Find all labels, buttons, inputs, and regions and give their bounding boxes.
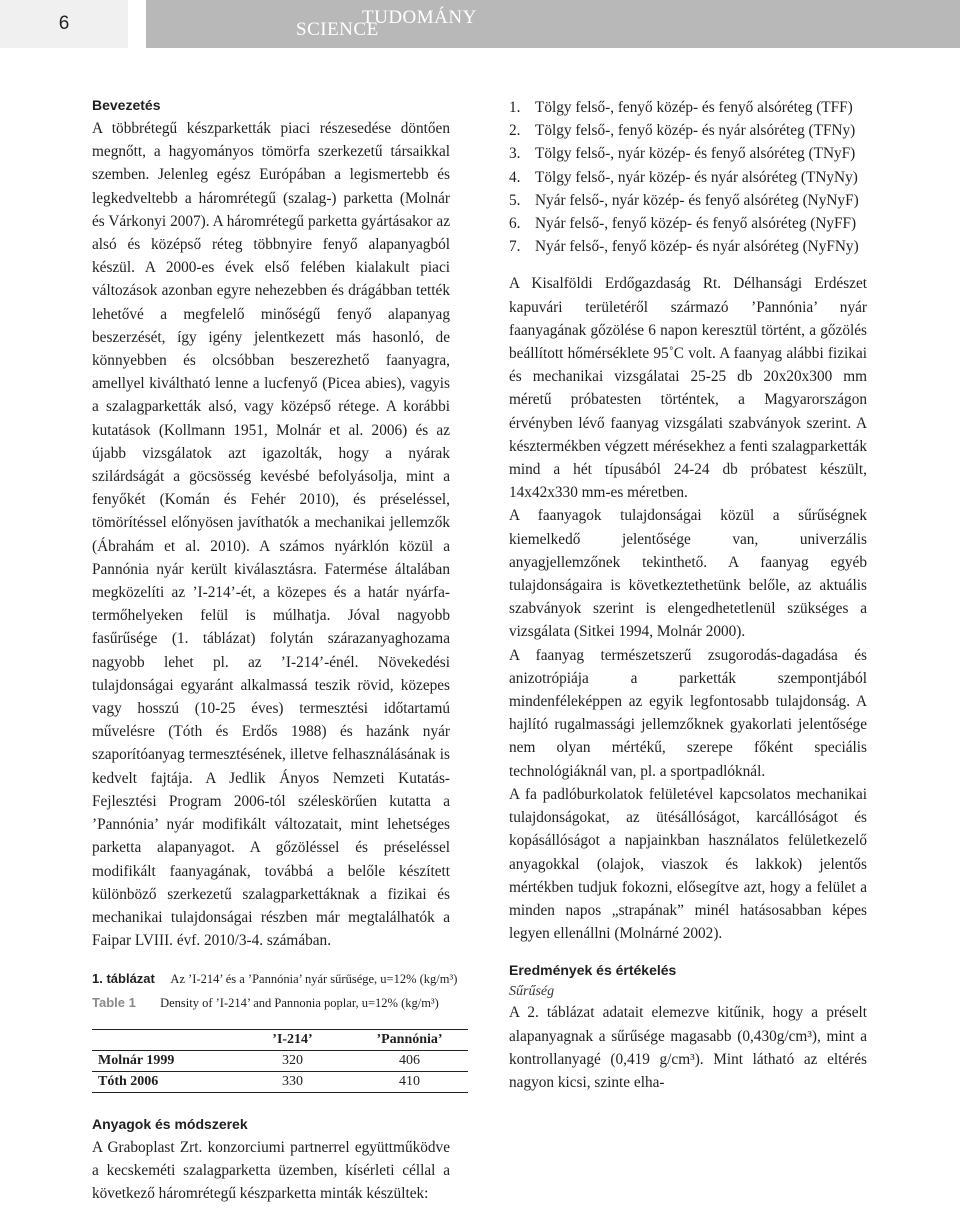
list-item bbox=[509, 189, 867, 212]
list-item bbox=[509, 212, 867, 235]
table-header-row bbox=[92, 1030, 468, 1051]
list-number: 3. bbox=[509, 145, 521, 163]
materials-section bbox=[92, 1115, 450, 1206]
page-header bbox=[0, 0, 960, 48]
table1-caption-en bbox=[92, 995, 439, 1011]
intro-heading: Bevezetés bbox=[92, 97, 161, 113]
list-number: 1. bbox=[509, 99, 521, 116]
right-column bbox=[509, 96, 867, 1094]
list-item bbox=[509, 119, 867, 142]
list-text: Nyár felső-, fenyő közép- és fenyő alsóréteg (NyFF) bbox=[535, 215, 857, 233]
list-item bbox=[509, 142, 867, 165]
table-corner-cell bbox=[92, 1030, 234, 1051]
table1-label-en: Table 1 bbox=[92, 995, 136, 1010]
table1-label-hu: 1. táblázat bbox=[92, 971, 155, 986]
table1-caption-hu bbox=[92, 971, 457, 987]
row-label: Tóth 2006 bbox=[98, 1074, 159, 1089]
body-paragraph: A faanyag természetszerű zsugorodás-dagadása és anizotrópiája a parketták szempontjából mindenféleképpen az egyik legfontosabb tulajdonság. A hajlító rugalmassági jellemzőknek gyakorlati jelentősége nem olyan mértékű, szerepe főként speciális technológiáknál van, pl. a sportpadlóknál. bbox=[509, 646, 867, 780]
journal-band bbox=[146, 0, 960, 48]
table-cell: 410 bbox=[399, 1074, 420, 1089]
table1-caption-text-en: Density of ’I-214’ and Pannonia poplar, u=12% (kg/m³) bbox=[160, 996, 439, 1010]
body-paragraph: A faanyagok tulajdonságai közül a sűrűségnek kiemelkedő jelentősége van, univerzális anyagjellemzőnek tekinthető. A faanyag egyéb tulajdonságaira is következtethetünk belőle, az aktuális szabványok szerint is elengedhetetlenül szükséges a vizsgálata (Sitkei 1994, Molnár 2000). bbox=[509, 507, 867, 641]
column-header-i214: ’I-214’ bbox=[272, 1032, 313, 1047]
table-cell: 320 bbox=[282, 1053, 303, 1068]
list-text: Tölgy felső-, fenyő közép- és fenyő alsóréteg (TFF) bbox=[535, 99, 853, 116]
column-header-pannonia: ’Pannónia’ bbox=[376, 1032, 443, 1047]
table-row bbox=[92, 1072, 468, 1093]
list-text: Tölgy felső-, nyár közép- és nyár alsóréteg (TNyNy) bbox=[535, 168, 858, 186]
left-column bbox=[92, 96, 450, 952]
body-paragraph: A fa padlóburkolatok felületével kapcsolatos mechanikai tulajdonságokat, az ütésállóságot, karcállóságot és kopásállóságot a napjainkban használatos felületkezelő anyagokkal (olajok, viaszok és lakkok) jelentős mértékben tudjuk fokozni, elősegítve azt, hogy a felület a minden napos „strapának” minél hatásosabban képes legyen ellenállni (Molnárné 2002). bbox=[509, 785, 867, 943]
table-row bbox=[92, 1051, 468, 1072]
list-item bbox=[509, 96, 867, 119]
results-paragraph: A 2. táblázat adatait elemezve kitűnik, hogy a préselt alapanyagnak a sűrűsége magasabb (0,430g/cm³), mint a kontrollanyagé (0,419 g/cm³). Mint látható az eltérés nagyon kicsi, szinte elha- bbox=[509, 1004, 867, 1091]
materials-heading: Anyagok és módszerek bbox=[92, 1116, 248, 1132]
list-number: 7. bbox=[509, 238, 521, 256]
intro-paragraph: A többrétegű készparketták piaci részesedése döntően megnőtt, a hagyományos tömörfa szerkezetű társaikkal szemben. Jelenleg egész Európában a legismertebb és legkedveltebb a háromrétegű (szalag-) parketta (Molnár és Várkonyi 2007). A háromrétegű parketta gyártásakor az alsó és középső réteg többnyire fenyő alapanyagból készül. A 2000-es évek első felében kialakult piaci változások azonban egyre nehezebben és drágábban tették lehetővé a megfelelő minőségű fenyő alapanyag beszerzését, így igény jelentkezett más hasonló, de könnyebben és olcsóbban beszerezhető faanyagra, amellyel kiváltható lenne a lucfenyő (Picea abies), vagyis a szalagparketták alsó, vagy középső rétege. A korábbi kutatások (Kollmann 1951, Molnár et al. 2006) és az újabb vizsgálatok azt igazolták, hogy a nyárak szilárdságát a göcsösség kevésbé befolyásolja, mint a fenyőkét (Komán és Fehér 2010), és préseléssel, tömörítéssel előnyösen javíthatók a mechanikai jellemzők (Ábrahám et al. 2010). A számos nyárklón közül a Pannónia nyár került kiválasztásra. Fatermése általában megközelíti az ’I-214’-ét, a közepes és a határ nyárfa-termőhelyeken felül is múlhatja. Jóval nagyobb fasűrűsége (1. táblázat) folytán szárazanyaghozama nagyobb lehet pl. az ’I-214’-énél. Növekedési tulajdonságai egyaránt alkalmassá teszik rövid, közepes vagy hosszú (10-25 éves) termesztési időtartamú művelésre (Tóth és Erdős 1988) és hazánk nyár szaporítóanyag termesztésének, illetve felhasználásának is kedvelt fajtája. A Jedlik Ányos Nemzeti Kutatás-Fejlesztési Program 2006-tól széleskörűen kutatta a ’Pannónia’ nyár modifikált változatait, mint lehetséges parketta alapanyagot. A gőzöléssel és préseléssel modifikált faanyagának, továbbá a belőle készített különböző szerkezetű szalagparkettáknak a fizikai és mechanikai tulajdonságai részben már megtalálhatók a Faipar LVIII. évf. 2010/3-4. számában. bbox=[92, 120, 450, 950]
list-number: 2. bbox=[509, 122, 521, 140]
density-table bbox=[92, 1029, 468, 1093]
list-text: Tölgy felső-, nyár közép- és fenyő alsóréteg (TNyF) bbox=[535, 145, 856, 163]
list-number: 5. bbox=[509, 191, 521, 209]
list-text: Nyár felső-, nyár közép- és fenyő alsóréteg (NyNyF) bbox=[535, 191, 859, 209]
results-heading: Eredmények és értékelés bbox=[509, 962, 677, 979]
row-label: Molnár 1999 bbox=[98, 1053, 175, 1068]
journal-title-hu: TUDOMÁNY bbox=[362, 7, 477, 28]
table1-caption-text-hu: Az ’I-214’ és a ’Pannónia’ nyár sűrűsége, u=12% (kg/m³) bbox=[170, 972, 458, 986]
list-text: Tölgy felső-, fenyő közép- és nyár alsóréteg (TFNy) bbox=[535, 122, 856, 140]
list-number: 6. bbox=[509, 215, 521, 233]
materials-paragraph: A Graboplast Zrt. konzorciumi partnerrel együttműködve a kecskeméti szalagparketta üzemben, kísérleti céllal a következő háromrétegű készparketta minták készültek: bbox=[92, 1139, 450, 1203]
table-cell: 406 bbox=[399, 1053, 420, 1068]
results-subheading: Sűrűség bbox=[509, 984, 555, 1000]
sample-list bbox=[509, 96, 867, 258]
list-text: Nyár felső-, fenyő közép- és nyár alsóréteg (NyFNy) bbox=[535, 238, 859, 256]
body-paragraph: A Kisalföldi Erdőgazdaság Rt. Délhansági Erdészet kapuvári területéről származó ’Pannónia’ nyár faanyagának gőzölése 6 napon keresztül történt, a gőzölés beállított hőmérséklete 95˚C volt. A faanyag alábbi fizikai és mechanikai vizsgálatai 25-25 db 20x20x300 mm méretű próbatesten történtek, a Magyarországon érvényben lévő faanyag vizsgálati szabványok szerint. A késztermékben végzett mérésekhez a fenti szalagparketták mind a hét típusából 24-24 db próbatest készült, 14x42x330 mm-es méretben. bbox=[509, 275, 867, 502]
table-cell: 330 bbox=[282, 1074, 303, 1089]
list-number: 4. bbox=[509, 168, 521, 186]
list-item bbox=[509, 235, 867, 258]
list-item bbox=[509, 166, 867, 189]
page-number: 6 bbox=[0, 0, 128, 48]
journal-title-en: SCIENCE bbox=[296, 19, 379, 40]
